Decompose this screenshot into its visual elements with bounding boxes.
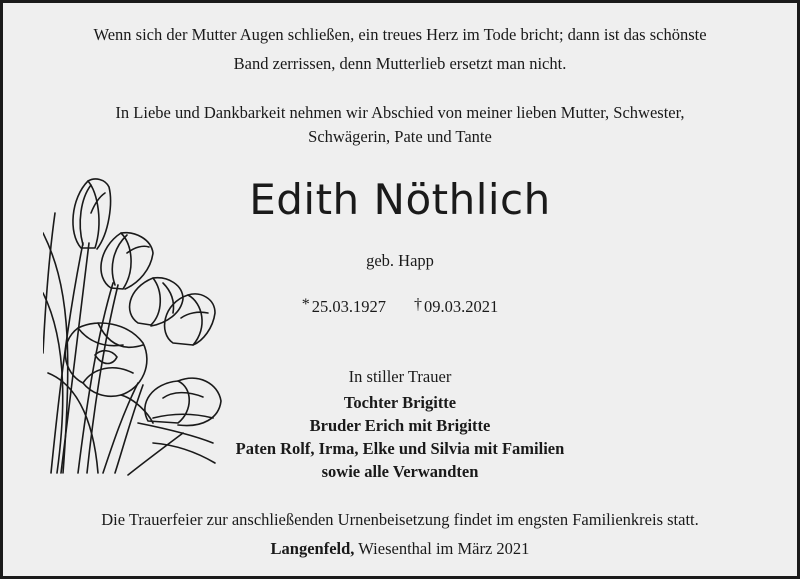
mourning-intro: In stiller Trauer bbox=[348, 367, 452, 386]
place-and-date bbox=[3, 539, 797, 559]
birth-date: 25.03.1927 bbox=[311, 297, 386, 316]
place-date: Wiesenthal im März 2021 bbox=[354, 539, 530, 558]
mourner-line-1: Tochter Brigitte bbox=[343, 393, 457, 412]
death-date: 09.03.2021 bbox=[424, 297, 499, 316]
intro-line-1: In Liebe und Dankbarkeit nehmen wir Abschied von meiner lieben Mutter, Schwester, bbox=[115, 103, 685, 122]
deceased-name: Edith Nöthlich bbox=[249, 175, 551, 224]
mourner-line-4: sowie alle Verwandten bbox=[321, 462, 479, 481]
intro-line-2: Schwägerin, Pate und Tante bbox=[308, 127, 492, 146]
death-symbol: † bbox=[414, 296, 422, 313]
verse-line-1: Wenn sich der Mutter Augen schließen, ein treues Herz im Tode bricht; dann ist das schönste bbox=[93, 25, 707, 44]
verse-line-2: Band zerrissen, denn Mutterlieb ersetzt man nicht. bbox=[233, 54, 567, 73]
city-name: Langenfeld, bbox=[270, 539, 355, 558]
birth-symbol: * bbox=[301, 296, 310, 313]
mourner-line-2: Bruder Erich mit Brigitte bbox=[309, 416, 491, 435]
birth-name: geb. Happ bbox=[366, 251, 434, 270]
mourner-line-3: Paten Rolf, Irma, Elke und Silvia mit Familien bbox=[235, 439, 565, 458]
life-dates bbox=[3, 297, 797, 317]
ceremony-note: Die Trauerfeier zur anschließenden Urnenbeisetzung findet im engsten Familienkreis statt. bbox=[101, 510, 699, 529]
